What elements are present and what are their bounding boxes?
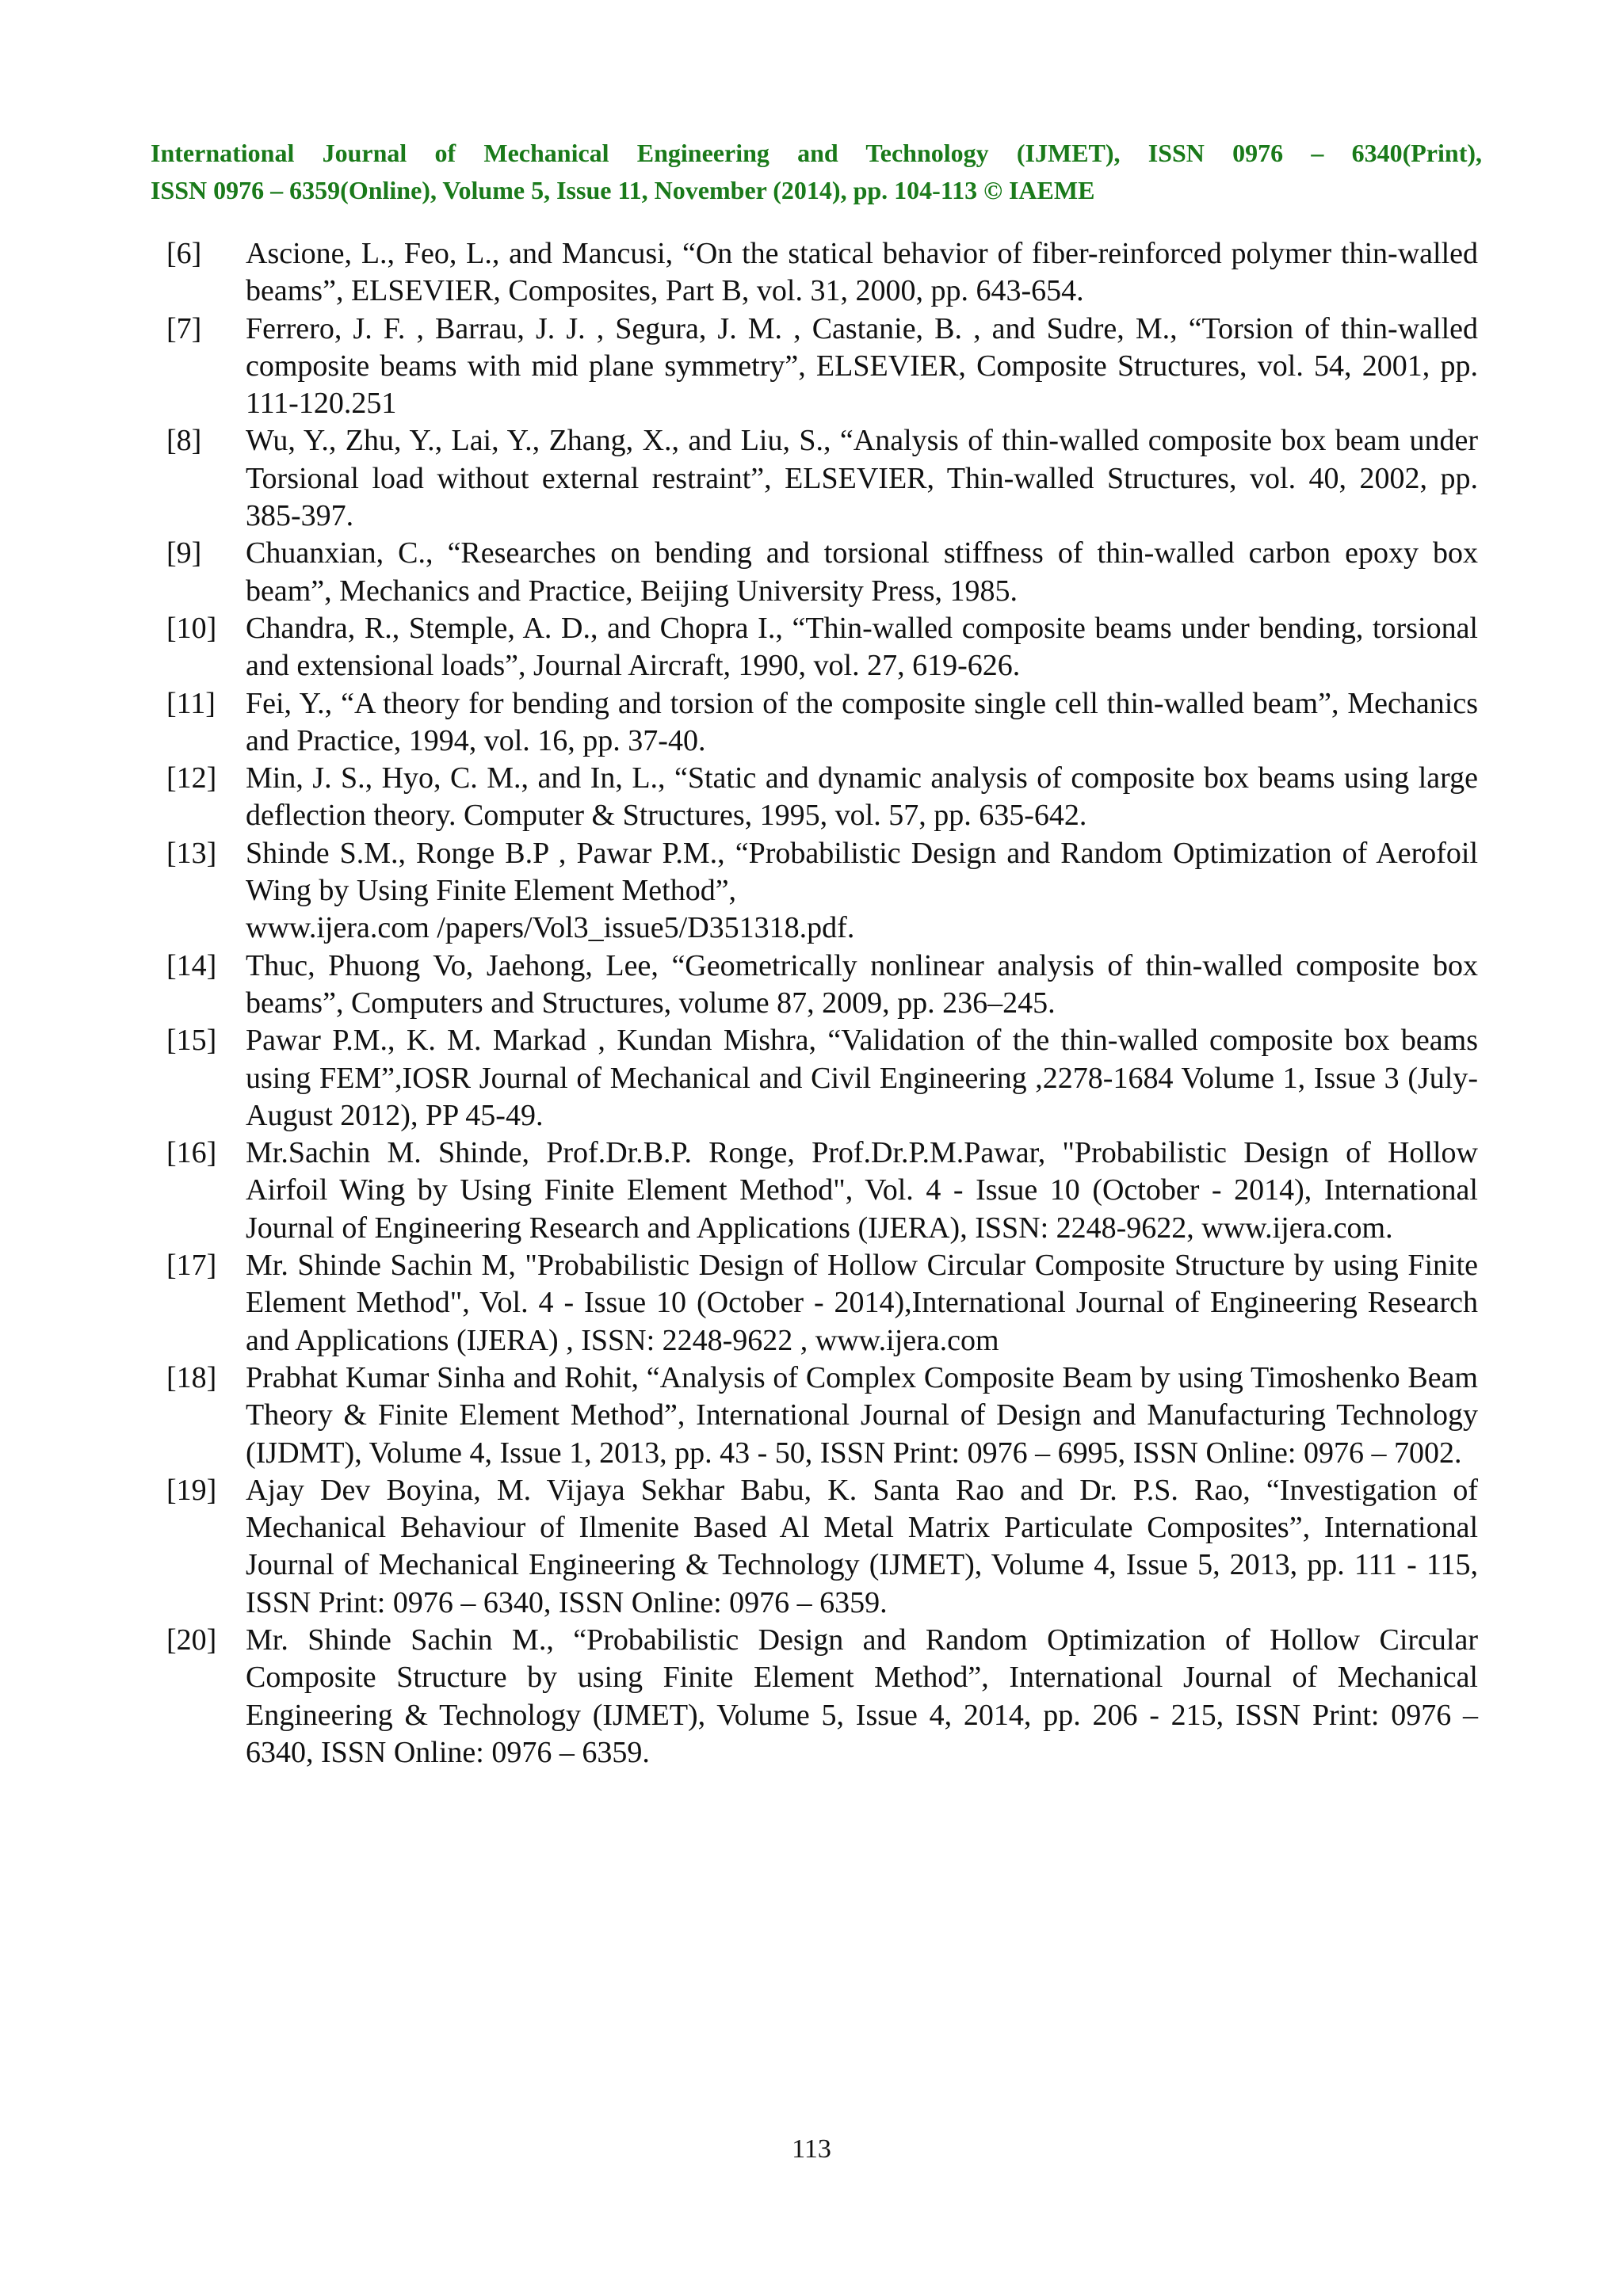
reference-text: Pawar P.M., K. M. Markad , Kundan Mishra, “Validation of the thin-walled composite box beams using FEM”,IOSR Journal of Mechanical and Civil Engineering ,2278-1684 Volume 1, Issue 3 (July-August 2012), PP 45-49. <box>246 1024 1478 1132</box>
reference-item-10 <box>166 610 1478 685</box>
reference-body: Shinde S.M., Ronge B.P , Pawar P.M., “Probabilistic Design and Random Optimization of Aerofoil Wing by Using Finite Element Method”, <box>246 836 1478 908</box>
reference-item-17 <box>166 1247 1478 1360</box>
reference-item-18 <box>166 1360 1478 1472</box>
reference-item-15 <box>166 1022 1478 1135</box>
reference-number: [20] <box>166 1623 217 1657</box>
page-number: 113 <box>792 2134 831 2164</box>
reference-item-11 <box>166 685 1478 761</box>
reference-item-20 <box>166 1622 1478 1772</box>
journal-header-line-1: International Journal of Mechanical Engineering and Technology (IJMET), ISSN 0976 – 6340(Print), <box>151 139 1482 167</box>
reference-text: Fei, Y., “A theory for bending and torsion of the composite single cell thin-walled beam”, Mechanics and Practice, 1994, vol. 16, pp. 37-40. <box>246 686 1478 757</box>
reference-number: [16] <box>166 1136 217 1170</box>
reference-number: [15] <box>166 1024 217 1058</box>
reference-item-16 <box>166 1135 1478 1247</box>
reference-item-6 <box>166 235 1478 311</box>
reference-number: [13] <box>166 836 217 870</box>
reference-text: Mr. Shinde Sachin M., “Probabilistic Design and Random Optimization of Hollow Circular Composite Structure by using Finite Element Method”, International Journal of Mechanical Engineering & Technology (IJMET), Volume 5, Issue 4, 2014, pp. 206 - 215, ISSN Print: 0976 – 6340, ISSN Online: 0976 – 6359. <box>246 1623 1478 1769</box>
reference-link: www.ijera.com /papers/Vol3_issue5/D351318.pdf. <box>246 911 855 945</box>
reference-number: [8] <box>166 424 202 458</box>
reference-number: [6] <box>166 237 202 270</box>
reference-number: [17] <box>166 1249 217 1283</box>
reference-number: [12] <box>166 761 217 795</box>
journal-header-line-2: ISSN 0976 – 6359(Online), Volume 5, Issue 11, November (2014), pp. 104-113 © IAEME <box>151 176 1095 204</box>
reference-item-8 <box>166 422 1478 535</box>
reference-text: Ascione, L., Feo, L., and Mancusi, “On the statical behavior of fiber-reinforced polymer thin-walled beams”, ELSEVIER, Composites, Part B, vol. 31, 2000, pp. 643-654. <box>246 237 1478 308</box>
reference-item-12 <box>166 760 1478 835</box>
reference-text: Mr. Shinde Sachin M, "Probabilistic Design of Hollow Circular Composite Structure by using Finite Element Method", Vol. 4 - Issue 10 (October - 2014),International Journal of Engineering Research and Applications (IJERA) , ISSN: 2248-9622 , www.ijera.com <box>246 1249 1478 1357</box>
reference-number: [18] <box>166 1360 217 1394</box>
reference-text: Min, J. S., Hyo, C. M., and In, L., “Static and dynamic analysis of composite box beams using large deflection theory. Computer & Structures, 1995, vol. 57, pp. 635-642. <box>246 761 1478 833</box>
reference-text: Mr.Sachin M. Shinde, Prof.Dr.B.P. Ronge, Prof.Dr.P.M.Pawar, "Probabilistic Design of Hollow Airfoil Wing by Using Finite Element Method", Vol. 4 - Issue 10 (October - 2014), International Journal of Engineering Research and Applications (IJERA), ISSN: 2248-9622, www.ijera.com. <box>246 1136 1478 1245</box>
reference-item-19 <box>166 1472 1478 1622</box>
reference-text: Chandra, R., Stemple, A. D., and Chopra I., “Thin-walled composite beams under bending, torsional and extensional loads”, Journal Aircraft, 1990, vol. 27, 619-626. <box>246 611 1478 683</box>
reference-text: Wu, Y., Zhu, Y., Lai, Y., Zhang, X., and Liu, S., “Analysis of thin-walled composite box beam under Torsional load without external restraint”, ELSEVIER, Thin-walled Structures, vol. 40, 2002, pp. 385-397. <box>246 424 1478 533</box>
reference-text <box>246 835 1478 948</box>
reference-number: [9] <box>166 536 202 570</box>
reference-item-7 <box>166 311 1478 423</box>
reference-text: Prabhat Kumar Sinha and Rohit, “Analysis of Complex Composite Beam by using Timoshenko Beam Theory & Finite Element Method”, International Journal of Design and Manufacturing Technology (IJDMT), Volume 4, Issue 1, 2013, pp. 43 - 50, ISSN Print: 0976 – 6995, ISSN Online: 0976 – 7002. <box>246 1360 1478 1470</box>
reference-number: [14] <box>166 948 217 982</box>
reference-number: [19] <box>166 1473 217 1507</box>
reference-text: Ferrero, J. F. , Barrau, J. J. , Segura, J. M. , Castanie, B. , and Sudre, M., “Torsion of thin-walled composite beams with mid plane symmetry”, ELSEVIER, Composite Structures, vol. 54, 2001, pp. 111-120.251 <box>246 311 1478 421</box>
reference-number: [7] <box>166 311 202 345</box>
reference-item-14 <box>166 948 1478 1023</box>
journal-header <box>151 135 1482 209</box>
reference-text: Thuc, Phuong Vo, Jaehong, Lee, “Geometrically nonlinear analysis of thin-walled composite box beams”, Computers and Structures, volume 87, 2009, pp. 236–245. <box>246 948 1478 1020</box>
reference-text: Ajay Dev Boyina, M. Vijaya Sekhar Babu, K. Santa Rao and Dr. P.S. Rao, “Investigation of Mechanical Behaviour of Ilmenite Based Al Metal Matrix Particulate Composites”, International Journal of Mechanical Engineering & Technology (IJMET), Volume 4, Issue 5, 2013, pp. 111 - 115, ISSN Print: 0976 – 6340, ISSN Online: 0976 – 6359. <box>246 1473 1478 1619</box>
reference-number: [11] <box>166 686 216 720</box>
reference-list <box>166 235 1478 1772</box>
reference-text: Chuanxian, C., “Researches on bending and torsional stiffness of thin-walled carbon epoxy box beam”, Mechanics and Practice, Beijing University Press, 1985. <box>246 536 1478 608</box>
reference-number: [10] <box>166 611 217 645</box>
reference-item-13 <box>166 835 1478 948</box>
reference-item-9 <box>166 535 1478 610</box>
